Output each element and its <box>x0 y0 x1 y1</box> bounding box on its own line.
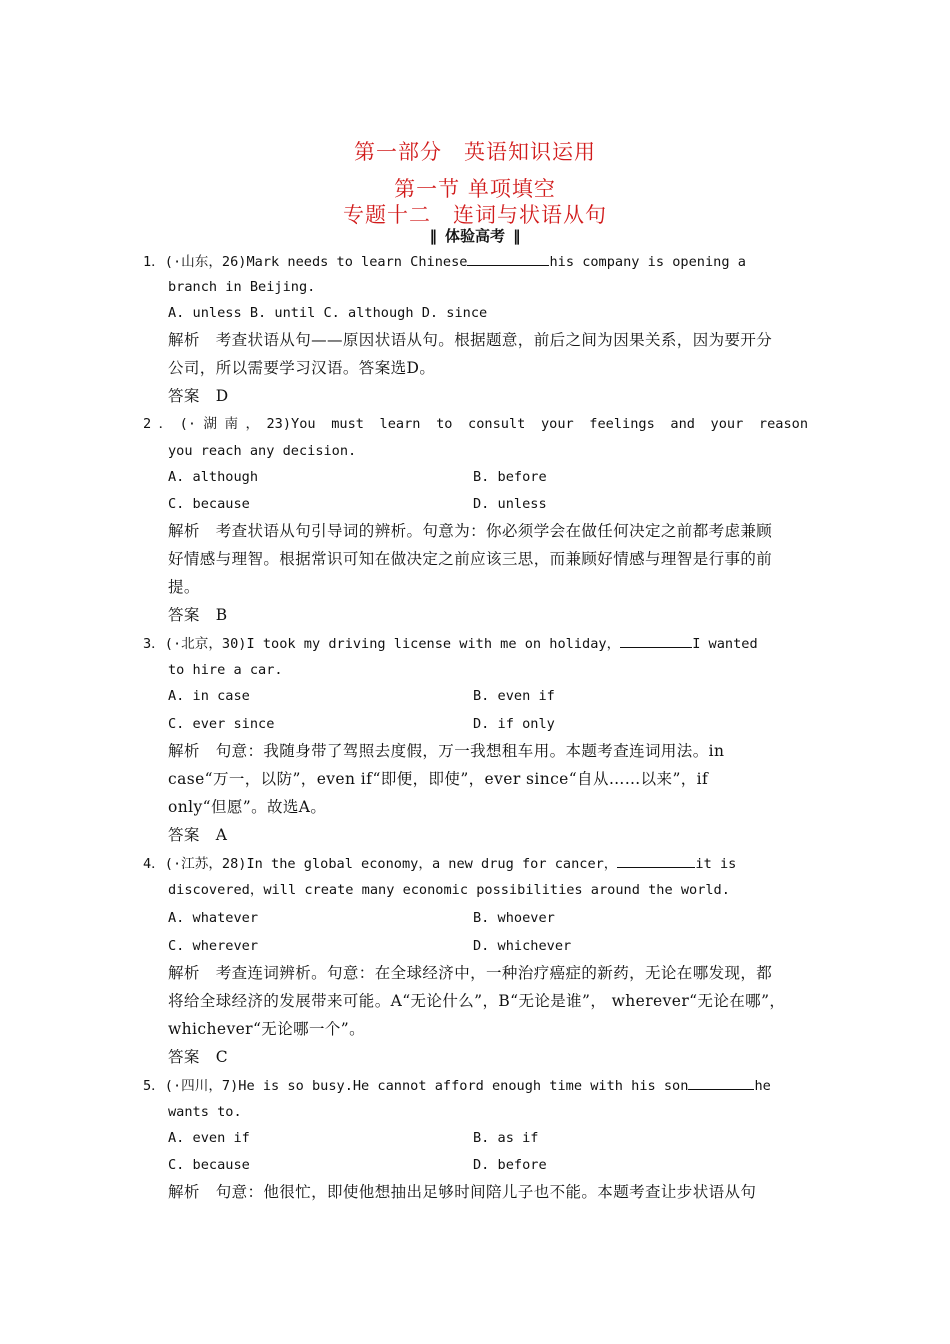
q4-blank <box>617 853 695 868</box>
section-title: 第一节 单项填空 <box>394 177 556 201</box>
q1-answer: 答案 D <box>168 387 229 405</box>
q4-explanation-line2: 将给全球经济的发展带来可能。A“无论什么”，B“无论是谁”， wherever“无论在哪”， <box>168 992 786 1010</box>
q5-stem-line2: wants to. <box>168 1104 242 1120</box>
q2-stem-line2: you reach any decision. <box>168 443 357 459</box>
q3-explanation-line1: 解析 句意：我随身带了驾照去度假，万一我想租车用。本题考查连词用法。in <box>168 742 725 760</box>
q2-option-d: D. unless <box>473 496 547 512</box>
q5-option-b: B. as if <box>473 1130 539 1146</box>
q4-explanation-line1: 解析 考查连词辨析。句意：在全球经济中，一种治疗癌症的新药，无论在哪发现，都 <box>168 964 773 982</box>
q1-explanation-line1: 解析 考查状语从句——原因状语从句。根据题意，前后之间为因果关系，因为要开分 <box>168 331 773 349</box>
q3-option-b: B. even if <box>473 688 555 704</box>
q2-explanation-line3: 提。 <box>168 578 200 596</box>
q1-stem-line2: branch in Beijing. <box>168 279 316 295</box>
q3-option-c: C. ever since <box>168 716 275 732</box>
section-banner <box>0 225 950 246</box>
q2-stem-line1: 2．(·湖南，23)You must learn to consult your feelings and your reason <box>143 416 808 432</box>
q5-option-d: D. before <box>473 1157 547 1173</box>
q3-explanation-line2: case“万一，以防”，even if“即便，即使”，ever since“自从……以来”，if <box>168 770 709 788</box>
q5-blank <box>688 1075 754 1090</box>
q3-answer: 答案 A <box>168 826 228 844</box>
q2-answer: 答案 B <box>168 606 228 624</box>
q5-stem-line1: 5．(·四川，7)He is so busy.He cannot afford enough time with his son he <box>143 1075 808 1096</box>
q3-blank <box>620 633 692 648</box>
q3-option-a: A. in case <box>168 688 250 704</box>
banner-bar-left: ‖ <box>429 227 437 245</box>
q3-stem-line1: 3．(·北京，30)I took my driving license with me on holiday， I wanted <box>143 633 808 654</box>
q4-stem-line1: 4．(·江苏，28)In the global economy，a new drug for cancer， it is <box>143 853 808 874</box>
q2-option-c: C. because <box>168 496 250 512</box>
q3-stem-line2: to hire a car. <box>168 662 283 678</box>
q4-option-c: C. wherever <box>168 938 259 954</box>
part-title: 第一部分 英语知识运用 <box>354 140 596 164</box>
q4-stem-line2: discovered，will create many economic possibilities around the world. <box>168 882 730 898</box>
q2-option-a: A. although <box>168 469 259 485</box>
q5-option-c: C. because <box>168 1157 250 1173</box>
q1-blank <box>467 251 549 266</box>
q4-option-a: A. whatever <box>168 910 259 926</box>
q2-explanation-line1: 解析 考查状语从句引导词的辨析。句意为：你必须学会在做任何决定之前都考虑兼顾 <box>168 522 773 540</box>
q4-option-b: B. whoever <box>473 910 555 926</box>
q5-option-a: A. even if <box>168 1130 250 1146</box>
q2-explanation-line2: 好情感与理智。根据常识可知在做决定之前应该三思，而兼顾好情感与理智是行事的前 <box>168 550 773 568</box>
banner-bar-right: ‖ <box>513 227 521 245</box>
q1-options: A. unless B. until C. although D. since <box>168 305 488 321</box>
q4-answer: 答案 C <box>168 1048 228 1066</box>
q1-stem-line1: 1．(·山东，26)Mark needs to learn Chinese his company is opening a <box>143 251 808 272</box>
q2-option-b: B. before <box>473 469 547 485</box>
q3-explanation-line3: only“但愿”。故选A。 <box>168 798 327 816</box>
q3-option-d: D. if only <box>473 716 555 732</box>
q5-explanation-line1: 解析 句意：他很忙，即使他想抽出足够时间陪儿子也不能。本题考查让步状语从句 <box>168 1183 757 1201</box>
topic-title: 专题十二 连词与状语从句 <box>343 203 607 227</box>
banner-text: 体验高考 <box>444 227 505 245</box>
q4-option-d: D. whichever <box>473 938 572 954</box>
q1-explanation-line2: 公司，所以需要学习汉语。答案选D。 <box>168 359 436 377</box>
q4-explanation-line3: whichever“无论哪一个”。 <box>168 1020 366 1038</box>
